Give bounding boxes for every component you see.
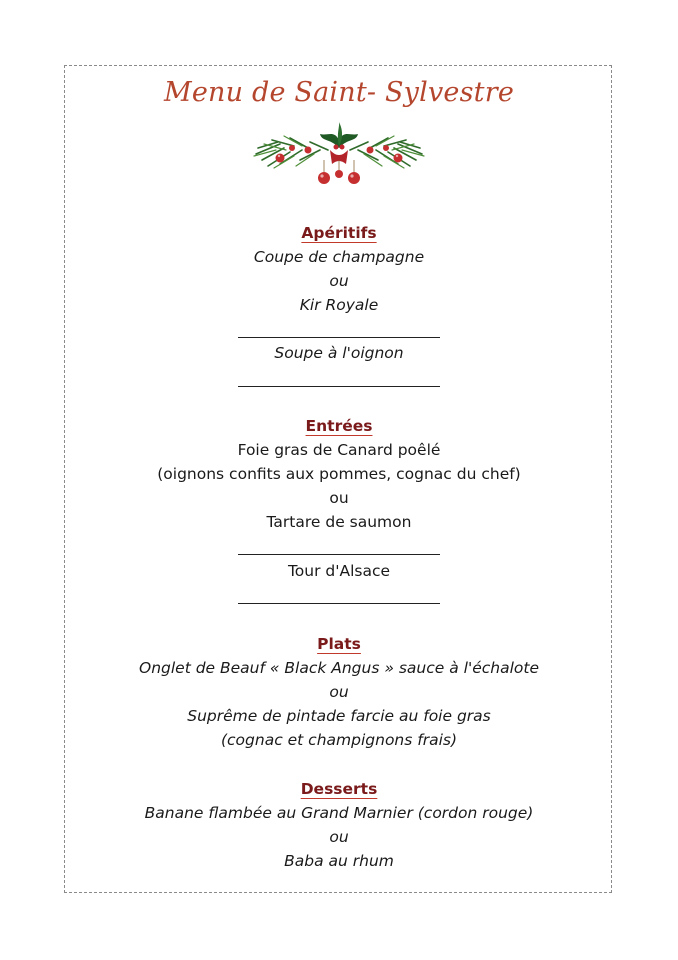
menu-item-detail: (cognac et champignons frais) — [220, 731, 458, 749]
menu-item: Banane flambée au Grand Marnier (cordon rouge) — [144, 804, 534, 822]
section-heading-plats: Plats — [317, 635, 361, 653]
menu-item: Kir Royale — [299, 296, 379, 314]
divider-line — [238, 603, 440, 604]
menu-or-separator: ou — [329, 489, 349, 507]
section-heading-entrees: Entrées — [305, 417, 373, 435]
divider-line — [238, 386, 440, 387]
menu-or-separator: ou — [329, 683, 349, 701]
christmas-garland-icon — [250, 120, 428, 192]
menu-item: Tour d'Alsace — [287, 562, 391, 580]
menu-item: Soupe à l'oignon — [274, 344, 404, 362]
menu-or-separator: ou — [329, 828, 349, 846]
menu-item-detail: (oignons confits aux pommes, cognac du chef) — [157, 465, 521, 483]
menu-item: Suprême de pintade farcie au foie gras — [187, 707, 491, 725]
menu-item: Coupe de champagne — [253, 248, 425, 266]
divider-line — [238, 337, 440, 338]
section-heading-aperitifs: Apéritifs — [301, 224, 377, 242]
menu-item: Tartare de saumon — [266, 513, 412, 531]
menu-title: Menu de Saint- Sylvestre — [163, 77, 514, 108]
menu-or-separator: ou — [329, 272, 349, 290]
section-heading-desserts: Desserts — [300, 780, 378, 798]
menu-item: Foie gras de Canard poêlé — [237, 441, 441, 459]
menu-item: Baba au rhum — [284, 852, 394, 870]
divider-line — [238, 554, 440, 555]
menu-item: Onglet de Beauf « Black Angus » sauce à l'échalote — [139, 659, 539, 677]
